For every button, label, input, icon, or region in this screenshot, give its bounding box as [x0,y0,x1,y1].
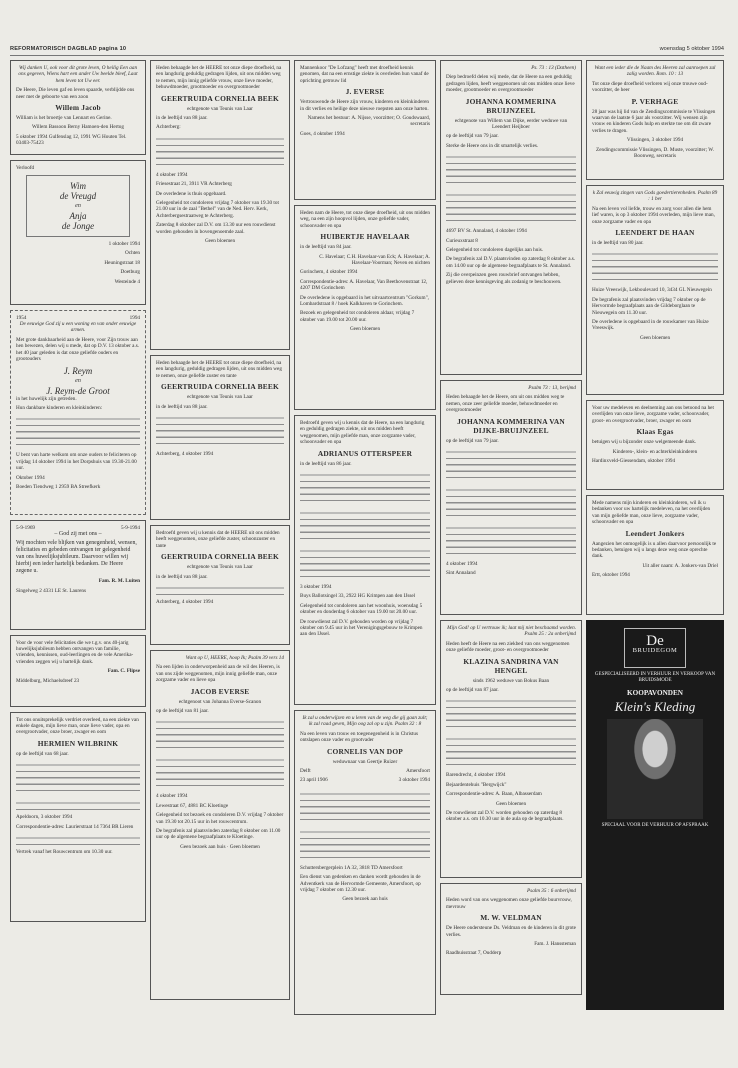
signature: Namens het bestuur: A. Nijsse, voorzitter; O. Goudswaard, secretaris [307,115,430,128]
notice-text: Mede namens mijn kinderen en kleinkinderen, wil ik u bedanken voor uw hartelijk medeleven, na het overlijden van mijn geliefde man, onze lieve, zorgzame vader, schoonvader en opa [592,500,711,526]
age: op de leeftijd van 79 jaar. [446,437,499,444]
death-notice-beek-2 [150,355,290,520]
death-notice-wilbrink [10,712,146,922]
subtitle: sinds 1962 weduwe van Bokus Baan [472,677,550,684]
verse: Psalm 73 : 13, berijmd [528,385,576,391]
column-1 [10,60,146,1018]
parents: Willem Bassoon Berny Hamoen-den Hertog [32,124,124,131]
column-4 [440,60,582,1018]
address: Singelweg 2 4331 LE St. Laurens [16,587,87,594]
address: Boeden Tiendweg 1 2959 BA Streefkerk [16,483,101,490]
name-2: Anja [69,211,87,222]
surname-1: de Vreugd [59,191,97,202]
ad-text: GESPECIALISEERD IN VERHUUR EN VERKOOP VAN BRUIDSMODE [594,672,716,683]
subtitle: echtgenote van Willem van Dijke, eerder weduwe van Leendert Heijboer [454,117,568,131]
place-date: Achterberg, 4 oktober 1994 [156,451,214,458]
label: Verloofd [16,164,35,171]
signature: Kinderen-, klein- en achterkleinkinderen [612,448,698,455]
death-notice-verhage [586,60,724,180]
address-2: Correspondentie-adres: A. Baan, Albasserdam [446,791,542,798]
notice-text: Tot ons onuitsprekelijk verdriet overleed, na een ziekte van enkele dagen, mijn lieve man, onze lieve vader, opa en overgrootvader, onze broer, zwager en oom [16,716,139,736]
family-list-2 [16,798,140,812]
family-list [16,414,140,450]
deceased-name: JOHANNA KOMMERINA BRUIJNZEEL [465,96,557,115]
notice-text: Tot onze diepe droefheid verloren wij onze trouwe oud-voorzitter, de heer [592,80,708,94]
notice-text: Heden heeft de Heere na een ziekbed van ons weggenomen onze geliefde moeder, groot- en overgrootmoeder [446,640,570,654]
signature: Uit aller naam: A. Jonkers-van Driel [642,562,718,569]
family-list-2 [446,485,576,521]
age: op de leeftijd van 68 jaar. [16,750,69,757]
text-2: Gelegenheid tot bezoek en condoleren D.V. vrijdag 7 oktober van 19.30 tot 20.15 uur in het rouwcentrum. [156,812,284,825]
text-2: Gelegenheid tot condoleren aan het woonhuis, woensdag 5 oktober en donderdag 6 oktober van 19.00 tot 20.00 uur. [300,602,423,616]
death-notice-everse [150,650,290,1000]
subtitle: weduwnaar van Geertje Ruizer [332,758,398,765]
signature: Fam. R. M. Luiten [98,578,140,585]
addr-2: Westeinde 4 [114,278,140,285]
place: Sint Annaland [446,570,476,577]
notice-text-2: William is het broertje van Lennart en Gerine. [16,115,112,122]
date: 4 oktober 1994 [156,171,188,178]
verse: Ik zal u onderwijzen en u leren van de weg die gij gaan zult; ik zal raad geven, Mijn oog zal op u zijn. Psalm 32 : 8 [302,715,428,728]
footer: Geen bloemen [495,800,527,807]
family-list-3 [446,523,576,559]
baby-name: Willem Jacob [55,103,101,113]
deceased-name: CORNELIS VAN DOP [326,746,404,756]
family-list-2 [156,755,284,791]
notice-text: Mannenkoor "De Lofzang" heeft met droefheid kennis genomen, dat na een ernstige ziekte is overleden hun vanaf de oprichting getrouw lid [300,65,429,84]
verse: Ps. 73 : 13 (Datheen) [531,65,576,71]
family-list-2 [446,734,576,770]
family-list [16,760,140,796]
text-2: 28 jaar was hij lid van de Zendingscommissie te Vlissingen waarvan de laatste 6 jaar als voorzitter. Wij wensen zijn vrouw en kinderen Gods hulp en sterkte toe om dit zware verlies te dragen. [592,108,716,134]
subtitle: echtgenote van Teunis van Laar [187,394,253,401]
text-3: De rouwdienst zal D.V. gehouden worden op vrijdag 7 oktober om 9.45 uur in het Verenigingsgebouw te Krimpen aan den IJssel. [300,618,423,638]
death-notice-beek-1 [150,60,290,350]
ad-koopavonden: KOOPAVONDEN [627,689,683,697]
place-1: Ochten [125,250,140,257]
date: 4697 BV St. Annaland, 4 oktober 1994 [446,228,527,235]
notice-text: Na een leven vol liefde, trouw en zorg voor allen die hem lief waren, is op 3 oktober 1994 overleden, mijn lieve man, onze zorgzame vader en opa [592,205,715,225]
text-2: Vertrouwende de Heere zijn vrouw, kinderen en kleinkinderen in dit verlies en heilige deze nieuwe roepsten aan onze harten. [300,99,430,112]
address: 5 oktober 1994 Gulfenslag 12, 1991 WG Houten Tel. 03403-75423 [16,133,127,147]
footer: Geen bloemen [639,334,671,341]
deceased-name: KLAZINA SANDRINA VAN HENGEL [463,656,559,675]
text-2: De Heere ondersteune Ds. Veldman en de kinderen in dit grote verlies. [446,925,576,938]
family-list-2 [300,827,430,863]
text-2: De overledene is thuis opgebaard. [156,190,227,197]
verse: k Zal eeuwig zingen van Gods goedertierenheden. Psalm 89 : 1 ber [592,190,718,203]
page-header [10,46,724,56]
text-3: Gelegenheid tot condoleren vrijdag 7 oktober van 19.30 tot 21.00 uur in de zaal "Bethel" van de Ned. Herv. Kerk, Achterbergsestraatweg te Achterberg. [156,200,279,219]
notice-text: Na een leven van trouw en toegenegenheid is in Christus ontslapen onze vader en grootvader [300,730,418,744]
footer: Geen bezoek aan huis [342,896,388,903]
ad-kleding: Klein's Kleding [614,699,696,714]
family-list [592,249,718,285]
verse: Wij danken U, ook voor dit grote leven, O heilig Een aan ons gegeven, Wiens hart een ander Uw beelde bleef, Laat hem leven tot Uw eer. [18,65,138,84]
address: Middelburg, Michaelsdreef 23 [16,677,80,684]
notice-text-2: in het huwelijk zijn getreden. [16,395,77,402]
name-1: Wim [69,181,86,192]
place: Achterberg: [156,124,181,131]
age: in de leeftijd van 88 jaar. [156,573,208,580]
page-footer [10,1024,724,1034]
deceased-name: GEERTRUIDA CORNELIA BEEK [161,552,279,562]
age: in de leeftijd van 86 jaar. [300,460,352,467]
deceased-name: JACOB EVERSE [190,686,250,696]
address: Bejaardentehuis "Bergwijck" [446,781,507,788]
text-3: De begrafenis zal plaatsvinden zaterdag 8 oktober om 11.00 uur op de algemene begraafplaats te Kloetinge. [156,828,281,841]
brand-logo [624,628,686,668]
notice-text: Voor uw medeleven en deelneming aan ons betoond na het overlijden van onze lieve, zorgzame vader, schoonvader, groot- en overgrootvader, broer, zwager en oom [592,405,714,424]
column-2 [150,60,290,1018]
family-list [156,413,284,449]
thanks-notice-2 [10,635,146,707]
notice-text: Heden word van ons weggenomen onze geliefde buurvrouw, mevrouw [446,897,572,910]
deceased-name: ADRIANUS OTTERSPEER [317,448,413,458]
death-date: 3 oktober 1994 [398,777,430,784]
deceased-name: M. W. VELDMAN [480,913,542,923]
address: Schuttersbergerplein 1A 32, 3818 TD Amersfoort [300,864,403,871]
column-5 [586,60,724,1018]
engagement-notice [10,160,146,305]
text-2: Gelegenheid tot condoleren dagelijks aan huis. [446,247,544,254]
text-4: Zaterdag 8 oktober zal D.V. om 13.30 uur een rouwdienst worden gehouden in bovengenoemde zaal. [156,222,276,235]
name-1: J. Reym [63,365,93,376]
subtitle: echtgenoot van Johanna Everse-Scanon [178,698,262,705]
address: Huize Vreeswijk, Lekboulevard 10, 3434 GL Nieuwegein [592,287,712,294]
addr-1: Heuningstraat 18 [104,259,140,266]
notice-text: Heden nam de Heere, tot onze diepe droefheid, uit ons midden weg, na een zijn hoopvol lijden, onze geliefde vader, schoonvader en opa [300,210,430,229]
address: Raadhuisstraat 7, Oudderp [446,950,502,957]
date: 4 oktober 1994 [446,561,478,568]
address: Correspondentie-adres: Laurierstraat 14 7364 BR Lieren [16,823,134,830]
deceased-name: GEERTRUIDA CORNELIA BEEK [161,93,279,103]
death-notice-havelaar [294,205,436,410]
deceased-name: JOHANNA KOMMERINA VAN DIJKE-BRUIJNZEEL [457,416,565,435]
surname-2: de Jonge [61,221,95,232]
death-notice-bruijnzeel-1 [440,60,582,375]
text-3: De overledene is opgebaard in de rouwkamer van Huize Vreeswijk. [592,319,709,332]
date: Oktober 1994 [16,474,45,481]
date-2: 5-9-1994 [120,524,140,531]
age: in de leeftijd van 88 jaar. [156,115,208,122]
place-date: Vlissingen, 3 oktober 1994 [626,137,684,144]
thanks-notice-egas [586,400,724,490]
death-notice-otterspeer [294,415,436,705]
text-2: De overledene is opgebaard in het uitvaartcentrum "Gorkum", Lombardstraat 8 / hoek Kalkhaven te Gorinchem. [300,294,429,308]
and: en [75,203,81,210]
age: in de leeftijd van 88 jaar. [156,403,208,410]
date: 3 oktober 1994 [300,584,332,591]
address: Ertt, oktober 1994 [592,572,630,579]
family-list [446,152,576,188]
age: in de leeftijd van 84 jaar. [300,244,352,251]
and: en [75,377,81,384]
date: Barendrecht, 4 oktober 1994 [446,772,506,779]
birth-place: Delft [300,768,311,775]
address: Buys Ballotsingel 33, 2922 HG Krimpen aan den IJssel [300,593,416,600]
year-start: 1954 [16,314,27,321]
footer: Geen bezoek aan huis · Geen bloemen [180,843,260,850]
family-list [446,447,576,483]
subtitle: echtgenote van Teunis van Laar [187,564,253,571]
family-list [446,696,576,732]
text-3: De begrafenis zal D.V. plaatsvinden op zaterdag 8 oktober a.s. om 14.00 uur op de algemene begraafplaats te St. Annaland. [446,256,576,269]
notice-text: Voor de voor vele felicitaties die we t.g.v. ons 40-jarig huwelijksjubileum hebben ontvangen van familie, vrienden, kennissen, oud-leerlingen en de vele Amerika-vrienden zeggen wij u hartelijk dank. [16,639,134,665]
deceased-name: HUIBERTJE HAVELAAR [320,232,410,242]
advertisement-de-bruidegom[interactable] [586,620,724,1010]
deceased-name: HERMIEN WILBRINK [37,738,119,748]
footer: Geen bloemen [204,238,236,245]
deceased-name: LEENDERT DE HAAN [615,228,695,238]
text-2: Aangezien het onmogelijk is u allen daarvoor persoonlijk te bedanken, betuigen wij u langs deze weg onze oprechte dank. [592,540,717,560]
notice-text: De Heere, Die leven gaf en leven spaarde, verblijdde ons neer met de geboorte van een zoon [16,87,135,100]
verse: Mijn God! op U vertrouw ik; laat mij niet beschaamd worden. Psalm 25 : 2a onberijmd [447,625,576,638]
subtitle: echtgenote van Teunis van Laar [187,105,253,112]
name: Leendert Jonkers [625,528,685,538]
anniversary-notice [10,310,146,515]
deceased-name: J. EVERSE [345,87,385,97]
notice-text: Diep bedroefd delen wij mede, dat de Heere na een geduldig gedragen lijden, heeft weggenomen uit ons midden onze lieve moeder, grootmoeder en overgrootmoeder [446,74,575,94]
notice-text: Heden behaagde het de HEERE tot onze diepe droefheid, na een langdurig, geduldig gedragen lijden, uit ons midden weg te nemen, onze geliefde zuster en tante [156,360,282,379]
family: C. Havelaar; C.H. Havelaar-van Eck; A. Havelaar; A. Havelaar-Voorman; Neven en nichten [319,253,430,267]
date-1: 5-9-1969 [16,524,36,531]
place-date: Goes, 4 oktober 1994 [300,130,345,137]
name-2: J. Reym-de Groot [46,385,110,396]
text-3: Bezoek en gelegenheid tot condoleren aldaar, vrijdag 7 oktober van 19.00 tot 20.00 uur. [300,310,415,323]
age: op de leeftijd van 87 jaar. [446,687,499,694]
family-list-2 [300,508,430,544]
family-list [300,789,430,825]
death-notice-van-dop [294,710,436,1015]
ad-text-2: SPECIAAL VOOR DE VERHUUR OP AFSPRAAK [601,823,709,828]
signature: Fam. C. Flipse [107,668,140,675]
footer: Vertrek vanaf het Rouwcentrum om 10.30 uur. [16,849,113,856]
address: Lewestraat 67, 4881 BC Kloetinge [156,802,229,809]
date: Apeldoorn, 3 oktober 1994 [16,814,73,821]
text-4: Zij die overpeinzen geen rouwbrief ontvangen hebben, gelieven deze kennisgeving als zodanig te beschouwen. [446,272,562,285]
signature: Zendingscommissie Vlissingen, D. Muste, voorzitter; W. Boonweg, secretaris [596,146,714,160]
family-list [156,717,284,753]
notice-text: Met grote dankbaarheid aan de Heere, voor Zijn trouw aan hen bewezen, delen wij u mede, dat op D.V. 13 oktober a.s. het 40 jaar geleden is dat onze geliefde ouders en grootouders [16,336,140,363]
family-list [156,583,284,597]
verse: De eeuwige God zij u een woning en van onder eeuwige armen. [19,321,137,334]
birth-notice [10,60,146,155]
deceased-name: GEERTRUIDA CORNELIA BEEK [161,382,279,392]
family-list-2 [446,190,576,226]
date: 4 oktober 1994 [156,793,188,800]
notice-text-3: U bent van harte welkom om onze ouders te feliciteren op vrijdag 14 oktober 1994 in het Dorpshuis van 19.30-21.00 uur. [16,452,137,472]
page-date: woensdag 5 oktober 1994 [659,46,724,52]
age: in de leeftijd van 80 jaar. [592,240,644,247]
notice-text: Bedroefd geven wij u kennis dat de HEERE uit ons midden heeft weggenomen, onze geliefde zuster, schoonzuster en tante [156,530,280,549]
year-end: 1994 [129,314,140,321]
signature: Fam. J. Hanssteman [534,941,576,948]
date: Gorinchem, 4 oktober 1994 [300,269,358,276]
place-date: Achterberg, 4 oktober 1994 [156,599,214,606]
death-notice-choir [294,60,436,200]
death-notice-bruijnzeel-2 [440,380,582,615]
notice-text: Heden behaagde het de HEERE tot onze diepe droefheid, na een langdurig geduldig gedragen lijden, uit ons midden weg te nemen, mijn innig geliefde vrouw, onze lieve moeder, behuwdmoeder, grootmoeder en overgrootmoeder [156,65,282,91]
bride-photo [607,719,703,819]
notice-text: Bedroefd geven wij u kennis dat de Heere, na een langdurig en geduldig gedragen ziekte, uit ons midden heeft weggenomen, mijn geliefde man, onze zorgzame vader, schoonvader en opa [300,420,425,446]
text-2: De rouwdienst zal D.V. worden gehouden op zaterdag 8 oktober a.s. om 10.30 uur in de aula op de begraafplaats. [446,810,564,823]
death-place: Amersfoort [406,768,430,775]
death-notice-beek-3 [150,525,290,645]
date: 1 oktober 1994 [108,241,140,248]
address: Correspondentie-adres: A. Havelaar, Van Beethovenstraat 12, 4207 DM Gorinchem [300,278,428,292]
notice-text: Wij mochten vele blijken van genegenheid, wensen, felicitaties en gebeden ontvangen ter gelegenheid van ons huwelijksjubileum. Daarvoor willen wij hierbij een ieder hartelijk bedanken. De Heere zegene u. [16,540,137,575]
name: Klaas Egas [636,427,674,437]
thanks-notice-jonkers [586,495,724,615]
newspaper-name: REFORMATORISCH DAGBLAD pagina 10 [10,46,127,52]
family-list-3 [300,546,430,582]
notice-text: Heden behaagde het de Heere, om uit ons midden weg te nemen, onze zeer geliefde moeder, behuwdmoeder en overgrootmoeder [446,394,565,414]
details [16,833,140,847]
death-notice-veldman [440,883,582,995]
verse: Want op U, HEERE, hoop Ik; Psalm 39 vers 14 [185,655,284,661]
text-2: betuigen wij u bijzonder onze welgemeende dank. [592,439,697,446]
text-2: Een dienst van gedenken en danken wordt gehouden in de Adventkerk van de Hervormde Gemeente, Amersfoort, op vrijdag 7 oktober om 12.30 uur. [300,874,421,894]
age: op de leeftijd van 81 jaar. [156,708,209,715]
death-notice-van-hengel [440,620,582,878]
text-1: Sterke de Heere ons in dit smartelijk verlies. [446,142,539,149]
address: Curieuxstraat 8 [446,237,478,244]
logo-brand: BRUIDEGOM [632,647,678,654]
deceased-name: P. VERHAGE [631,96,679,106]
birth-date: 23 april 1906 [300,777,328,784]
family-header: Hun dankbare kinderen en kleinkinderen: [16,404,103,411]
column-3 [294,60,436,1018]
notice-text: Na een lijden in onderworpenheid aan de wil des Heeren, is van ons zijde weggenomen, mijn innig geliefde man, onze zorgzame vader en lieve opa [156,664,280,684]
family-list [300,470,430,506]
death-notice-de-haan [586,185,724,395]
verse: Want een ieder die de Naam des Heeren zal aanroepen zal zalig worden. Rom. 10 : 13 [594,65,716,78]
footer: Geen bloemen [349,326,381,333]
logo-de: De [646,633,664,649]
family-list [156,134,284,170]
address: Hardinxveld-Giessendam, oktober 1994 [592,458,676,465]
age: op de leeftijd van 79 jaar. [446,133,499,140]
place-2: Doetburg [120,269,140,276]
verse: Psalm 35 : 6 onberijmd [527,888,576,894]
thanks-notice [10,520,146,630]
text-2: De begrafenis zal plaatsvinden vrijdag 7 oktober op de Hervormde begraafplaats aan de Gildeborglaan te Nieuwegein om 11.30 uur. [592,296,706,316]
address: Friesestraat 21, 3911 VR Achterberg [156,181,232,188]
motto: – God zij met ons – [54,531,102,538]
